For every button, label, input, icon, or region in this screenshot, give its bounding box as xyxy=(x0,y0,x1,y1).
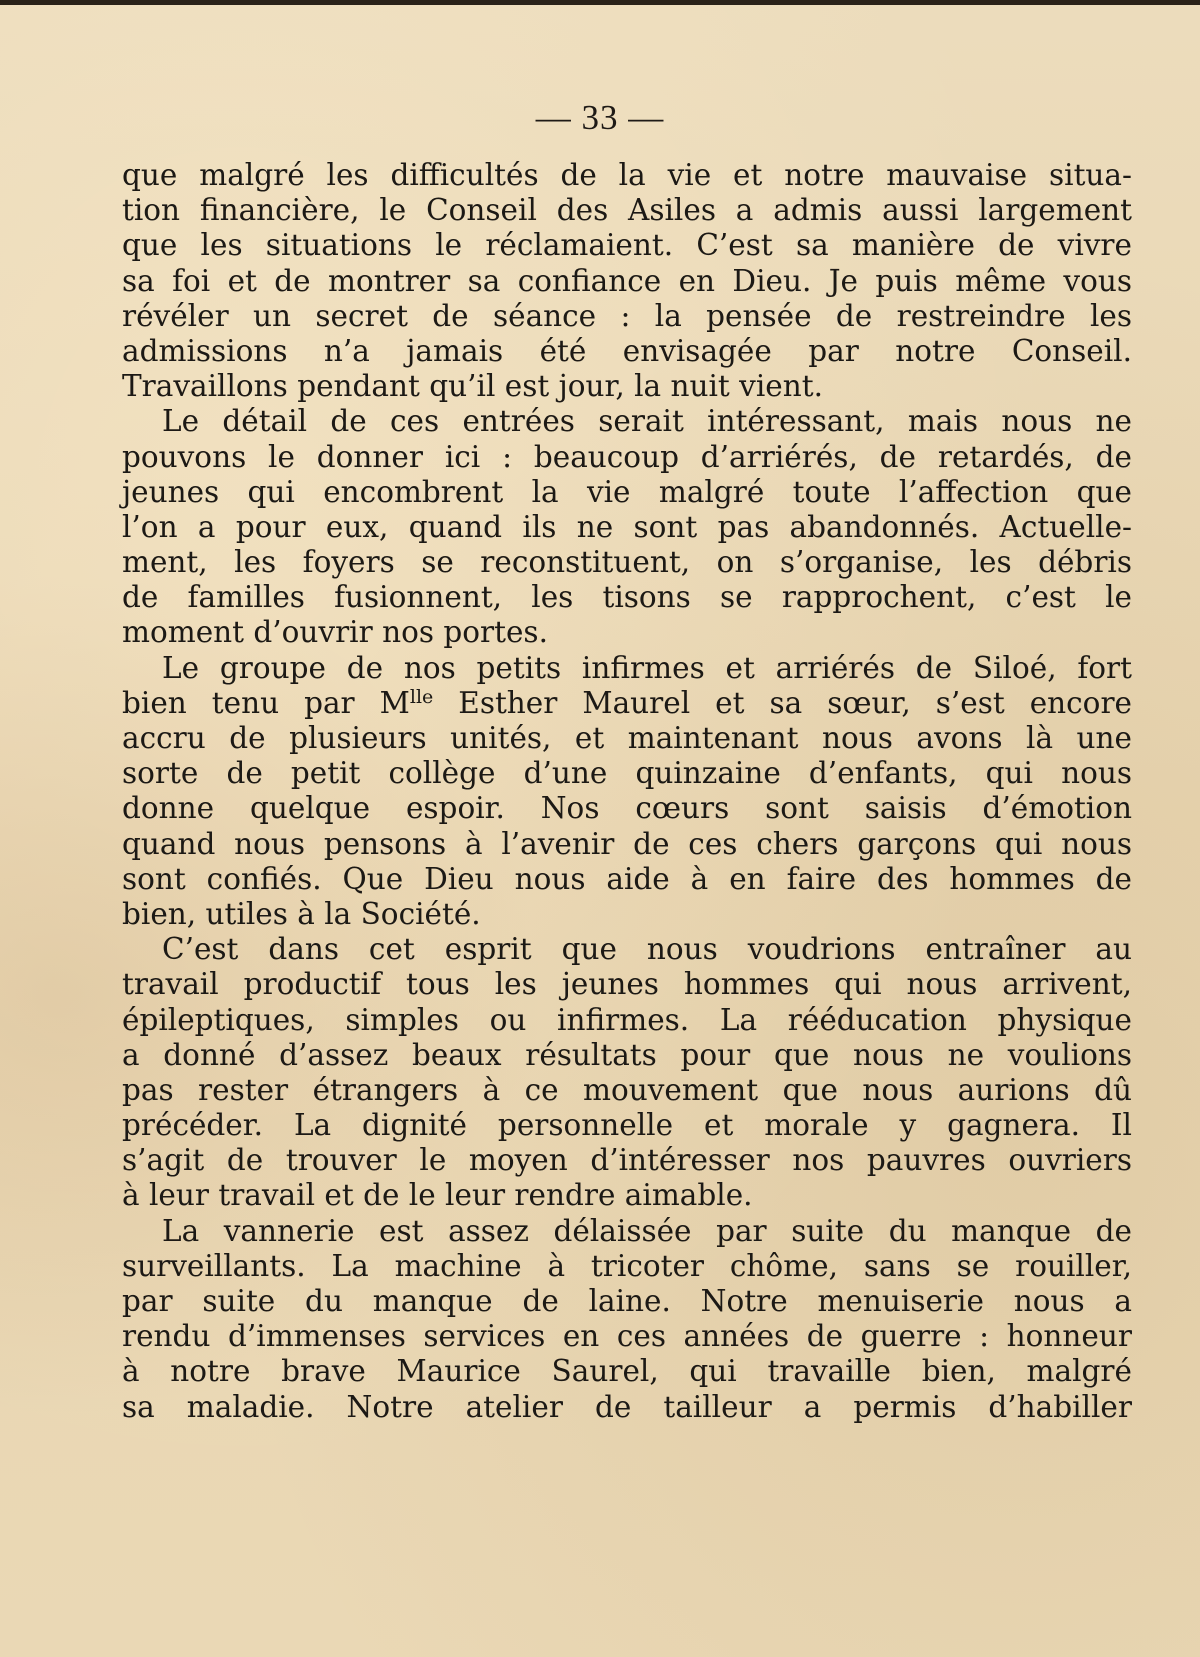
paragraph xyxy=(122,932,1132,1214)
page-number: — 33 — xyxy=(535,98,665,137)
text-line: sont confiés. Que Dieu nous aide à en faire des hommes de xyxy=(122,861,1132,896)
text-line: sorte de petit collège d’une quinzaine d’enfants, qui nous xyxy=(122,756,1132,791)
text-line: sa maladie. Notre atelier de tailleur a permis d’habiller xyxy=(122,1389,1132,1424)
text-line: jeunes qui encombrent la vie malgré toute l’affection que xyxy=(122,474,1132,509)
body-text xyxy=(122,158,1132,1425)
text-line: bien, utiles à la Société. xyxy=(122,896,481,931)
paragraph xyxy=(122,1214,1132,1425)
paragraph xyxy=(122,158,1132,404)
text-line: accru de plusieurs unités, et maintenant nous avons là une xyxy=(122,721,1132,755)
text-line: C’est dans cet esprit que nous voudrions entraîner au xyxy=(162,932,1132,967)
text-line: a donné d’assez beaux résultats pour que nous ne voulions xyxy=(122,1037,1132,1072)
text-line: ment, les foyers se reconstituent, on s’organise, les débris xyxy=(122,545,1132,580)
text-line: à leur travail et de le leur rendre aimable. xyxy=(122,1178,753,1213)
text-line: Travaillons pendant qu’il est jour, la nuit vient. xyxy=(122,369,823,404)
text-line: de familles fusionnent, les tisons se rapprochent, c’est le xyxy=(122,580,1132,615)
text-line: admissions n’a jamais été envisagée par notre Conseil. xyxy=(122,333,1132,368)
text-line: donne quelque espoir. Nos cœurs sont saisis d’émotion xyxy=(122,791,1132,826)
text-line: Le détail de ces entrées serait intéressant, mais nous ne xyxy=(162,404,1132,439)
text-line: épileptiques, simples ou infirmes. La rééducation physique xyxy=(122,1002,1132,1037)
text-segment: bien tenu par M xyxy=(122,685,410,720)
text-line: par suite du manque de laine. Notre menuiserie nous a xyxy=(122,1284,1132,1318)
text-line: révéler un secret de séance : la pensée de restreindre les xyxy=(122,298,1132,333)
text-line: rendu d’immenses services en ces années de guerre : honneur xyxy=(122,1319,1132,1354)
text-line: Le groupe de nos petits infirmes et arriérés de Siloé, fort xyxy=(162,650,1132,685)
text-line: à notre brave Maurice Saurel, qui travaille bien, malgré xyxy=(122,1354,1132,1389)
text-line: quand nous pensons à l’avenir de ces chers garçons qui nous xyxy=(122,826,1132,861)
text-line: moment d’ouvrir nos portes. xyxy=(122,615,548,650)
page-top-edge xyxy=(0,0,1200,5)
text-line: l’on a pour eux, quand ils ne sont pas abandonnés. Actuelle- xyxy=(122,509,1132,544)
superscript-abbreviation: lle xyxy=(409,685,434,708)
text-line: que les situations le réclamaient. C’est sa manière de vivre xyxy=(122,228,1132,263)
text-line: s’agit de trouver le moyen d’intéresser nos pauvres ouvriers xyxy=(122,1143,1132,1178)
text-line xyxy=(122,686,1132,721)
text-line: travail productif tous les jeunes hommes qui nous arrivent, xyxy=(122,967,1132,1002)
text-line: La vannerie est assez délaissée par suite du manque de xyxy=(162,1213,1132,1248)
text-line: sa foi et de montrer sa confiance en Dieu. Je puis même vous xyxy=(122,263,1132,298)
text-line: que malgré les difficultés de la vie et notre mauvaise situa- xyxy=(122,158,1132,192)
text-line: pouvons le donner ici : beaucoup d’arriérés, de retardés, de xyxy=(122,439,1132,474)
text-line: précéder. La dignité personnelle et morale y gagnera. Il xyxy=(122,1108,1132,1143)
paragraph xyxy=(122,404,1132,650)
text-segment: Esther Maurel et sa sœur, s’est encore xyxy=(433,685,1133,720)
text-line: surveillants. La machine à tricoter chôme, sans se rouiller, xyxy=(122,1248,1132,1283)
text-line: pas rester étrangers à ce mouvement que nous aurions dû xyxy=(122,1072,1132,1107)
paragraph xyxy=(122,651,1132,933)
text-line: tion financière, le Conseil des Asiles a admis aussi largement xyxy=(122,193,1132,228)
